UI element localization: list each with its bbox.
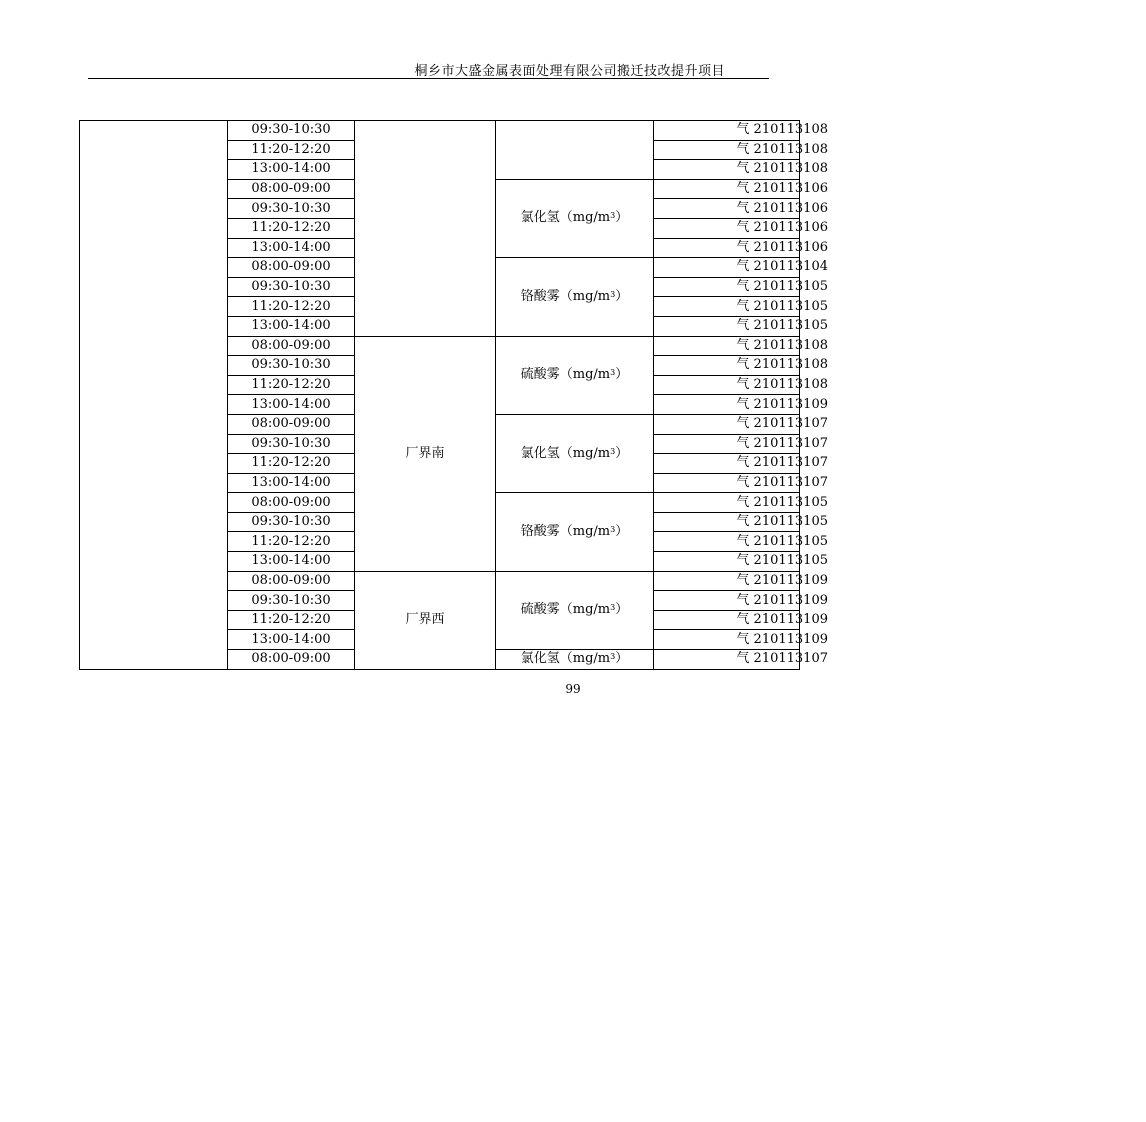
location-cell: 厂界西 (355, 571, 496, 669)
sample-id-cell: 气 210113107 (654, 473, 800, 493)
item-cell: 氯化氢$(mg/m^3)$ (496, 179, 654, 257)
sample-id-cell: 气 210113109 (654, 395, 800, 415)
sample-id-cell: 气 210113109 (654, 610, 800, 630)
page-number: 99 (565, 682, 581, 696)
sample-id-cell: 气 210113105 (654, 316, 800, 336)
time-cell: 11:20-12:20 (228, 375, 355, 395)
time-cell: 13:00-14:00 (228, 238, 355, 258)
time-cell: 09:30-10:30 (228, 121, 355, 141)
time-cell: 09:30-10:30 (228, 199, 355, 219)
document-header-title: 桐乡市大盛金属表面处理有限公司搬迁技改提升项目 (414, 64, 725, 79)
sample-id-cell: 气 210113109 (654, 571, 800, 591)
time-cell: 08:00-09:00 (228, 493, 355, 513)
time-cell: 13:00-14:00 (228, 395, 355, 415)
time-cell: 13:00-14:00 (228, 473, 355, 493)
sample-id-cell: 气 210113109 (654, 630, 800, 650)
sample-id-cell: 气 210113106 (654, 238, 800, 258)
time-cell: 11:20-12:20 (228, 140, 355, 160)
time-cell: 08:00-09:00 (228, 571, 355, 591)
sample-id-cell: 气 210113105 (654, 532, 800, 552)
sample-id-cell: 气 210113106 (654, 199, 800, 219)
time-cell: 09:30-10:30 (228, 591, 355, 611)
time-cell: 09:30-10:30 (228, 356, 355, 376)
monitoring-table (79, 120, 828, 670)
item-cell-blank (496, 121, 654, 180)
sample-id-cell: 气 210113107 (654, 414, 800, 434)
sample-id-cell: 气 210113106 (654, 179, 800, 199)
time-cell: 11:20-12:20 (228, 532, 355, 552)
time-cell: 11:20-12:20 (228, 297, 355, 317)
sample-id-cell: 气 210113104 (654, 258, 800, 278)
time-cell: 08:00-09:00 (228, 258, 355, 278)
location-cell-blank (355, 121, 496, 337)
sample-id-cell: 气 210113108 (654, 375, 800, 395)
sample-id-cell: 气 210113107 (654, 434, 800, 454)
time-cell: 09:30-10:30 (228, 434, 355, 454)
item-cell: 氯化氢$(mg/m^3)$ (496, 650, 654, 670)
header-rule (88, 78, 769, 79)
sample-id-cell: 气 210113108 (654, 336, 800, 356)
blank-cell (80, 121, 228, 670)
sample-id-cell: 气 210113107 (654, 454, 800, 474)
time-cell: 08:00-09:00 (228, 336, 355, 356)
sample-id-cell: 气 210113105 (654, 297, 800, 317)
sample-id-cell: 气 210113108 (654, 160, 800, 180)
sample-id-cell: 气 210113105 (654, 512, 800, 532)
time-cell: 08:00-09:00 (228, 650, 355, 670)
time-cell: 13:00-14:00 (228, 552, 355, 572)
sample-id-cell: 气 210113105 (654, 493, 800, 513)
sample-id-cell: 气 210113109 (654, 591, 800, 611)
sample-id-cell: 气 210113105 (654, 277, 800, 297)
sample-id-cell: 气 210113107 (654, 650, 800, 670)
time-cell: 13:00-14:00 (228, 316, 355, 336)
item-cell: 硫酸雾$(mg/m^3)$ (496, 336, 654, 414)
item-cell: 硫酸雾$(mg/m^3)$ (496, 571, 654, 649)
item-cell: 氯化氢$(mg/m^3)$ (496, 414, 654, 492)
time-cell: 09:30-10:30 (228, 277, 355, 297)
time-cell: 13:00-14:00 (228, 160, 355, 180)
time-cell: 08:00-09:00 (228, 414, 355, 434)
sample-id-cell: 气 210113105 (654, 552, 800, 572)
monitoring-table-container (79, 120, 828, 670)
table-row (80, 121, 800, 141)
sample-id-cell: 气 210113106 (654, 218, 800, 238)
time-cell: 11:20-12:20 (228, 218, 355, 238)
sample-id-cell: 气 210113108 (654, 121, 800, 141)
time-cell: 09:30-10:30 (228, 512, 355, 532)
location-cell: 厂界南 (355, 336, 496, 571)
sample-id-cell: 气 210113108 (654, 356, 800, 376)
time-cell: 11:20-12:20 (228, 454, 355, 474)
item-cell: 铬酸雾$(mg/m^3)$ (496, 258, 654, 336)
item-cell: 铬酸雾$(mg/m^3)$ (496, 493, 654, 571)
time-cell: 13:00-14:00 (228, 630, 355, 650)
time-cell: 08:00-09:00 (228, 179, 355, 199)
sample-id-cell: 气 210113108 (654, 140, 800, 160)
time-cell: 11:20-12:20 (228, 610, 355, 630)
